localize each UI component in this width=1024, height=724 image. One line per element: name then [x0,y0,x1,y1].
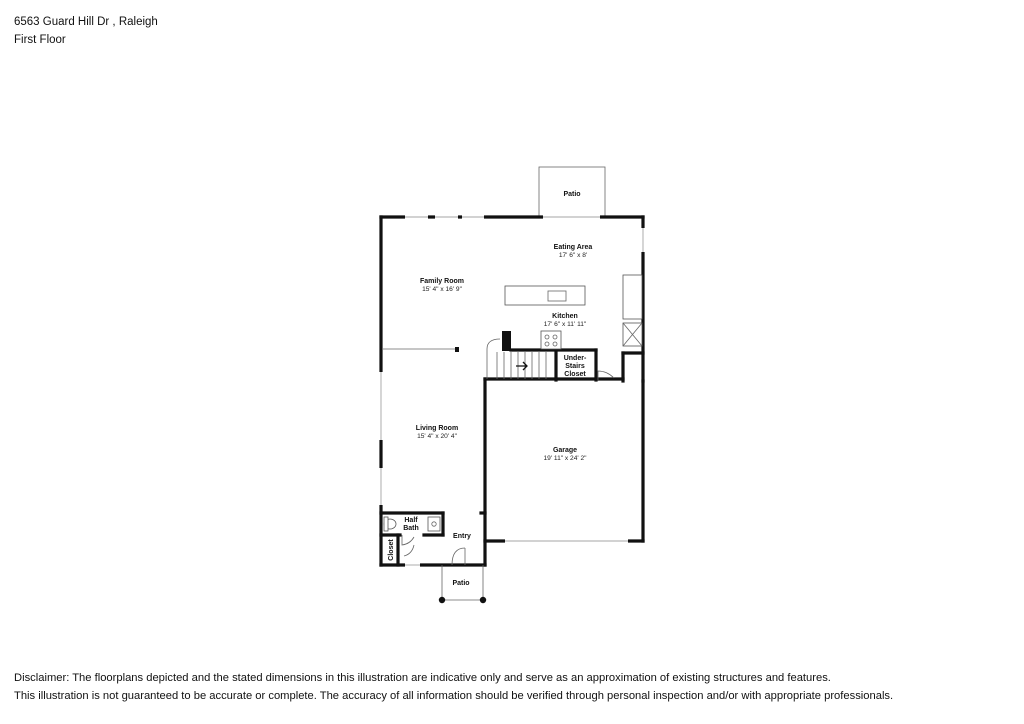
entry-label: Entry [453,533,471,540]
eating-area-dims: 17' 6" x 8' [558,252,588,259]
disclaimer-line-1: Disclaimer: The floorplans depicted and the stated dimensions in this illustration are indicative only and serve as an approximation of existing structures and features. [14,672,831,684]
address-title: 6563 Guard Hill Dr , Raleigh [14,16,158,28]
floor-label: First Floor [14,34,66,46]
living-room-label: Living Room [415,425,459,432]
kitchen-island [505,286,585,305]
eating-area-label: Eating Area [553,244,593,251]
under-stairs-label-2: Stairs [565,363,585,370]
closet-label: Closet [388,539,395,561]
bath-sink [428,517,440,531]
post-icon [439,597,445,603]
patio-bottom-label: Patio [452,580,470,587]
interior-walls [381,331,643,565]
family-room-label: Family Room [420,278,464,285]
staircase [487,339,546,379]
living-room-dims: 15' 4" x 20' 4" [417,433,457,440]
family-room-dims: 15' 4" x 16' 9" [422,286,462,293]
kitchen-dims: 17' 6" x 11' 11" [543,321,587,328]
patio-top-label: Patio [563,191,581,198]
fridge [623,275,642,319]
post-icon [480,597,486,603]
kitchen-label: Kitchen [552,313,578,320]
half-bath-label-2: Bath [403,525,419,532]
range [541,331,561,349]
half-bath-label-1: Half [404,517,418,524]
disclaimer-line-2: This illustration is not guaranteed to be accurate or complete. The accuracy of all information should be verified through personal inspection and/or with appropriate professionals. [14,690,894,702]
under-stairs-label-1: Under- [563,355,587,362]
under-stairs-label-3: Closet [564,371,586,378]
garage-dims: 19' 11" x 24' 2" [543,455,587,462]
garage-label: Garage [552,447,578,454]
